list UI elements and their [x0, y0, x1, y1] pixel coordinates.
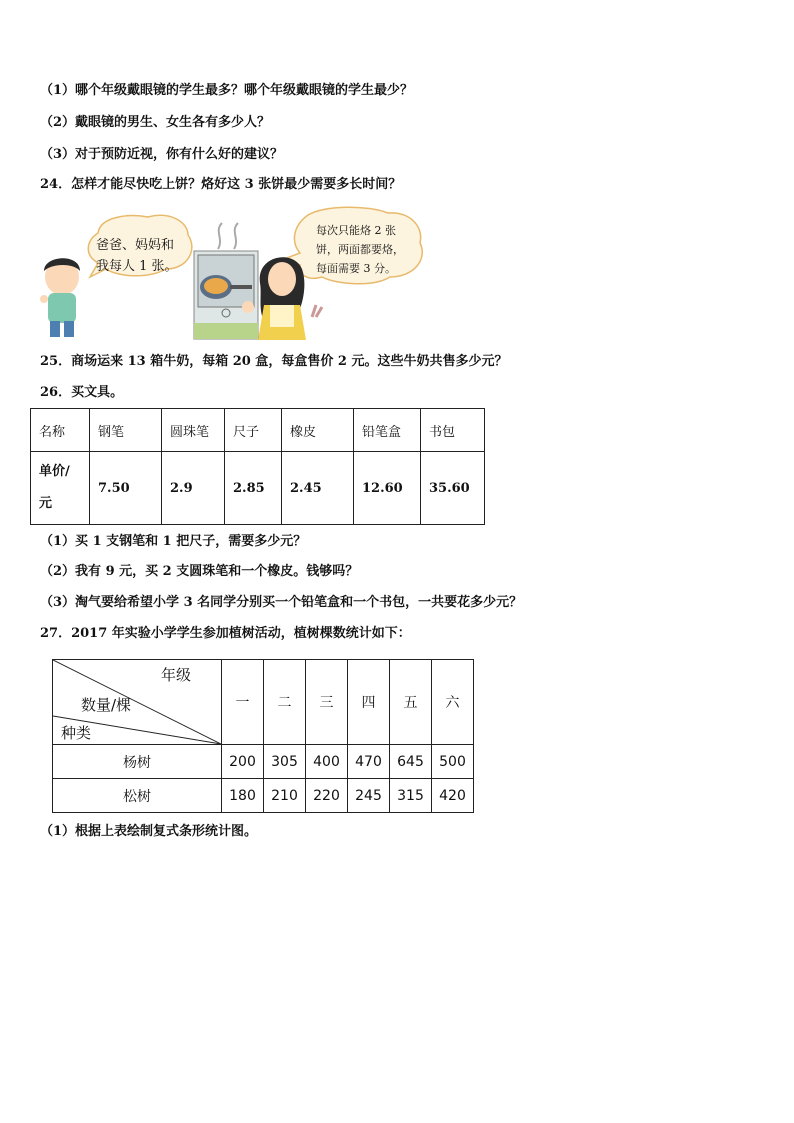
- boy-bubble-line: 我每人 1 张。: [96, 259, 178, 274]
- table-row: [53, 779, 474, 813]
- table-row: [31, 409, 485, 452]
- table-cell: 7.50: [90, 452, 162, 525]
- table-cell: 220: [306, 779, 348, 813]
- q27-sub1: （1）根据上表绘制复式条形统计图。: [40, 824, 258, 839]
- boy-bubble-line: 爸爸、妈妈和: [96, 238, 175, 253]
- price-label-line: 元: [39, 496, 53, 511]
- table-cell: 400: [306, 745, 348, 779]
- table-cell: 二: [264, 660, 306, 745]
- table-cell: 2.85: [225, 452, 282, 525]
- table-cell: 三: [306, 660, 348, 745]
- mom-speech-bubble: [316, 221, 404, 278]
- stationery-price-table: [30, 408, 485, 525]
- q23-sub2: （2）戴眼镜的男生、女生各有多少人？: [40, 115, 271, 130]
- q24-title: 24．怎样才能尽快吃上饼？烙好这 3 张饼最少需要多长时间？: [40, 177, 402, 192]
- table-cell: 420: [432, 779, 474, 813]
- table-cell: 钢笔: [90, 409, 162, 452]
- table-cell: 210: [264, 779, 306, 813]
- table-cell: 180: [222, 779, 264, 813]
- q23-sub1: （1）哪个年级戴眼镜的学生最多？哪个年级戴眼镜的学生最少？: [40, 83, 414, 98]
- q26-sub3: （3）淘气要给希望小学 3 名同学分别买一个铅笔盒和一个书包，一共要花多少元？: [40, 595, 523, 610]
- table-cell: 470: [348, 745, 390, 779]
- mom-bubble-line: 每面需要 3 分。: [316, 262, 396, 275]
- table-cell: 645: [390, 745, 432, 779]
- corner-quantity-label: 数量/棵: [81, 696, 132, 714]
- table-cell: [31, 452, 90, 525]
- pancake-illustration: [38, 205, 428, 340]
- q27-title: 27．2017 年实验小学学生参加植树活动，植树棵数统计如下：: [40, 626, 411, 641]
- table-row: [53, 745, 474, 779]
- mom-bubble-line: 每次只能烙 2 张: [316, 224, 396, 237]
- table-cell: 305: [264, 745, 306, 779]
- table-cell: 2.45: [282, 452, 354, 525]
- tree-planting-table: [52, 659, 474, 813]
- q25-title: 25．商场运来 13 箱牛奶，每箱 20 盒，每盒售价 2 元。这些牛奶共售多少元？: [40, 354, 508, 369]
- mom-bubble-line: 饼，两面都要烙，: [316, 243, 404, 256]
- table-cell: 圆珠笔: [162, 409, 225, 452]
- table-cell: 尺子: [225, 409, 282, 452]
- table-cell: 2.9: [162, 452, 225, 525]
- table-cell: 杨树: [53, 745, 222, 779]
- price-label-line: 单价/: [39, 464, 70, 479]
- corner-type-label: 种类: [61, 724, 92, 742]
- table-cell: 书包: [421, 409, 485, 452]
- q26-title: 26．买文具。: [40, 385, 124, 400]
- table-cell: 245: [348, 779, 390, 813]
- boy-speech-bubble: [96, 235, 178, 277]
- table-cell: 200: [222, 745, 264, 779]
- table-cell: 松树: [53, 779, 222, 813]
- table-cell: 500: [432, 745, 474, 779]
- table-cell: 五: [390, 660, 432, 745]
- table-cell: 橡皮: [282, 409, 354, 452]
- table-cell: 一: [222, 660, 264, 745]
- table-cell: 铅笔盒: [354, 409, 421, 452]
- q26-sub1: （1）买 1 支钢笔和 1 把尺子，需要多少元？: [40, 534, 307, 549]
- q26-sub2: （2）我有 9 元，买 2 支圆珠笔和一个橡皮。钱够吗？: [40, 564, 359, 579]
- table-cell: 六: [432, 660, 474, 745]
- corner-grade-label: 年级: [161, 666, 192, 684]
- table-cell: 12.60: [354, 452, 421, 525]
- table-cell: 名称: [31, 409, 90, 452]
- table-cell: 315: [390, 779, 432, 813]
- diagonal-header-cell: [53, 660, 222, 745]
- table-cell: 35.60: [421, 452, 485, 525]
- q23-sub3: （3）对于预防近视，你有什么好的建议？: [40, 147, 284, 162]
- table-cell: 四: [348, 660, 390, 745]
- table-row: [31, 452, 485, 525]
- table-row: [53, 660, 474, 745]
